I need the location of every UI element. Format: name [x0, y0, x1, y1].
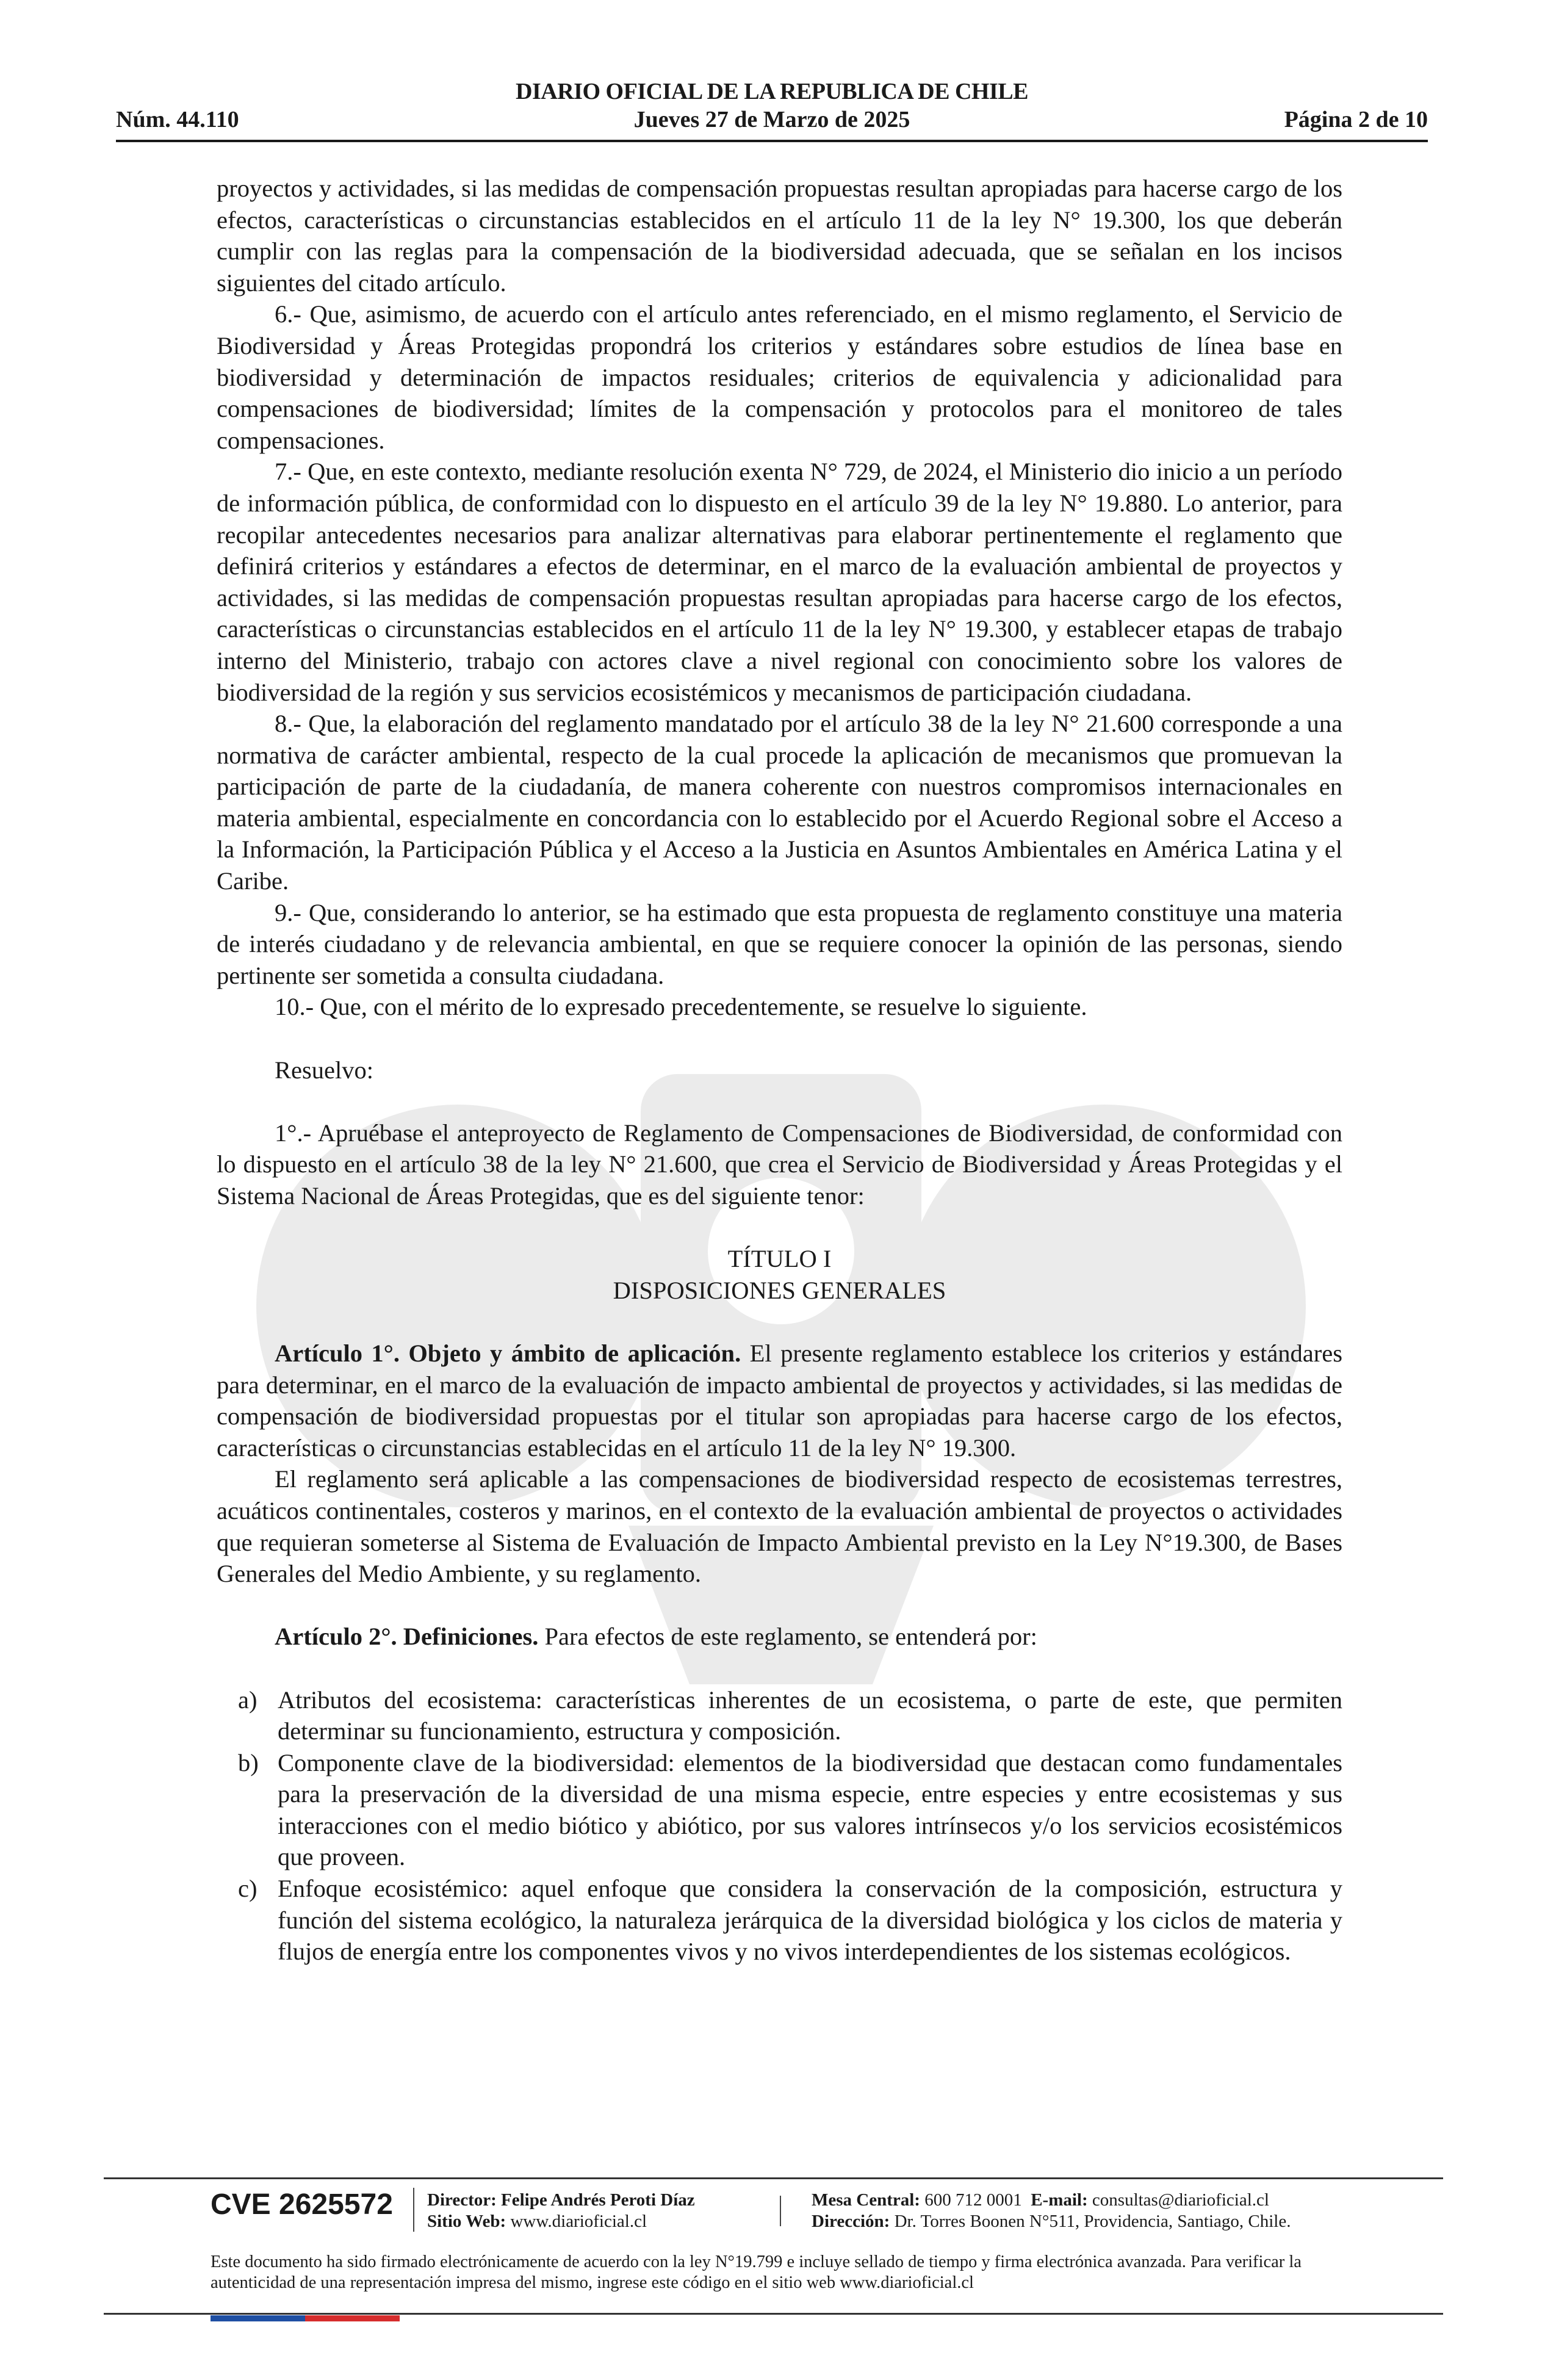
footer-divider [780, 2196, 781, 2226]
document-body [217, 173, 1342, 1967]
list-letter: a) [238, 1686, 258, 1714]
footer-director-block [427, 2190, 695, 2232]
article-2 [217, 1621, 1342, 1653]
website-link[interactable]: www.diarioficial.cl [510, 2212, 647, 2231]
paragraph-8: 8.- Que, la elaboración del reglamento mandatado por el artículo 38 de la ley N° 21.600 corresponde a una normativa de carácter ambiental, respecto de la cual procede la aplicación de mecanismos que promuevan la participación de parte de la ciudadanía, de manera coherente con nuestros compromisos internacionales en materia ambiental, especialmente en concordancia con lo establecido por el Acuerdo Regional sobre el Acceso a la Información, la Participación Pública y el Acceso a la Justicia en Asuntos Ambientales en América Latina y el Caribe. [217, 710, 1342, 895]
title-name: DISPOSICIONES GENERALES [613, 1276, 946, 1304]
article-1-heading: Artículo 1°. Objeto y ámbito de aplicación. [275, 1339, 741, 1367]
email-label: E-mail: [1031, 2190, 1088, 2210]
definitions-list [217, 1684, 1342, 1967]
page-header [116, 73, 1428, 140]
address-label: Dirección: [812, 2212, 890, 2231]
resolution-1: 1°.- Apruébase el anteproyecto de Reglamento de Compensaciones de Biodiversidad, de conformidad con lo dispuesto en el artículo 38 de la ley N° 21.600, que crea el Servicio de Biodiversidad y Áreas Protegidas y el Sistema Nacional de Áreas Protegidas, que es del siguiente tenor: [217, 1119, 1342, 1210]
title-number: TÍTULO I [727, 1245, 832, 1273]
list-item [180, 1684, 1342, 1747]
flag-stripe-red [305, 2315, 400, 2321]
article-1-text: El presente reglamento establece los criterios y estándares para determinar, en el marco de la evaluación de impacto ambiental de proyectos y actividades, si las medidas de compensación de biodiversidad propuestas por el titular son apropiadas para hacerse cargo de los efectos, características o circunstancias establecidas en el artículo 11 de la ley N° 19.300. [217, 1339, 1342, 1462]
resuelvo-heading: Resuelvo: [275, 1056, 373, 1084]
address-value: Dr. Torres Boonen N°511, Providencia, Santiago, Chile. [894, 2212, 1291, 2231]
paragraph-7: 7.- Que, en este contexto, mediante resolución exenta N° 729, de 2024, el Ministerio dio inicio a un período de información pública, de conformidad con lo dispuesto en el artículo 39 de la ley N° 19.880. Lo anterior, para recopilar antecedentes necesarios para analizar alternativas para elaborar pertinentemente el reglamento que definirá criterios y estándares a efectos de determinar, en el marco de la evaluación ambiental de proyectos y actividades, si las medidas de compensación propuestas resultan apropiadas para hacerse cargo de los efectos, características o circunstancias establecidos en el artículo 11 de la ley N° 19.300, y establecer etapas de trabajo interno del Ministerio, trabajo con actores clave a nivel regional con conocimiento sobre los valores de biodiversidad de la región y sus servicios ecosistémicos y mecanismos de participación ciudadana. [217, 458, 1342, 706]
definition-text: Atributos del ecosistema: características inherentes de un ecosistema, o parte de este, que permiten determinar su funcionamiento, estructura y composición. [278, 1686, 1342, 1745]
paragraph-10: 10.- Que, con el mérito de lo expresado precedentemente, se resuelve lo siguiente. [275, 993, 1087, 1021]
header-rule [116, 140, 1428, 142]
cve-code: CVE 2625572 [211, 2188, 393, 2221]
footer-divider [413, 2188, 414, 2232]
director-label: Director: [427, 2190, 497, 2210]
article-2-heading: Artículo 2°. Definiciones. [275, 1623, 539, 1651]
phone-value: 600 712 0001 [924, 2190, 1022, 2210]
phone-label: Mesa Central: [812, 2190, 920, 2210]
page-number: Página 2 de 10 [1284, 107, 1428, 132]
paragraph-continuation: proyectos y actividades, si las medidas de compensación propuestas resultan apropiadas para hacerse cargo de los efectos, características o circunstancias establecidos en el artículo 11 de la ley N° 19.300, los que deberán cumplir con las reglas para la compensación de la biodiversidad adecuada, que se señalan en los incisos siguientes del citado artículo. [217, 175, 1342, 297]
definition-text: Componente clave de la biodiversidad: elementos de la biodiversidad que destacan como fundamentales para la preservación de la diversidad de una misma especie, entre especies y entre ecosistemas y sus interacciones con el medio biótico y abiótico, por sus valores intrínsecos y/o los servicios ecosistémicos que proveen. [278, 1748, 1342, 1871]
publication-title: DIARIO OFICIAL DE LA REPUBLICA DE CHILE [516, 79, 1028, 104]
footer-rule-top [104, 2177, 1443, 2179]
definition-text: Enfoque ecosistémico: aquel enfoque que considera la conservación de la composición, estructura y función del sistema ecológico, la naturaleza jerárquica de la diversidad biológica y los ciclos de materia y flujos de energía entre los componentes vivos y no vivos interdependientes de los sistemas ecológicos. [278, 1875, 1342, 1966]
list-letter: c) [238, 1875, 258, 1903]
paragraph-9: 9.- Que, considerando lo anterior, se ha estimado que esta propuesta de reglamento constituye una materia de interés ciudadano y de relevancia ambiental, en que se requiere conocer la opinión de las personas, siendo pertinente ser sometida a consulta ciudadana. [217, 898, 1342, 989]
paragraph-6: 6.- Que, asimismo, de acuerdo con el artículo antes referenciado, en el mismo reglamento, el Servicio de Biodiversidad y Áreas Protegidas propondrá los criterios y estándares sobre estudios de línea base en biodiversidad y determinación de impactos residuales; criterios de equivalencia y adicionalidad para compensaciones de biodiversidad; límites de la compensación y protocolos para el monitoreo de tales compensaciones. [217, 300, 1342, 454]
flag-stripe-blue [211, 2315, 305, 2321]
list-item [180, 1747, 1342, 1873]
list-letter: b) [238, 1748, 259, 1776]
list-item [180, 1873, 1342, 1967]
footer-rule-bottom [104, 2313, 1443, 2315]
signature-note: Este documento ha sido firmado electrónicamente de acuerdo con la ley N°19.799 e incluye sellado de tiempo y firma electrónica avanzada. Para verificar la autenticidad de una representación impresa del mismo, ingrese este código en el sitio web www.diarioficial.cl [211, 2252, 1302, 2292]
issue-number: Núm. 44.110 [116, 107, 239, 132]
footer-contact-block [812, 2190, 1291, 2232]
issue-date: Jueves 27 de Marzo de 2025 [633, 107, 910, 132]
email-link[interactable]: consultas@diarioficial.cl [1092, 2190, 1269, 2210]
article-2-text: Para efectos de este reglamento, se entenderá por: [538, 1623, 1037, 1651]
website-label: Sitio Web: [427, 2212, 506, 2231]
article-1-paragraph-2: El reglamento será aplicable a las compensaciones de biodiversidad respecto de ecosistemas terrestres, acuáticos continentales, costeros y marinos, en el contexto de la evaluación ambiental de proyectos o actividades que requieran someterse al Sistema de Evaluación de Impacto Ambiental previsto en la Ley N°19.300, de Bases Generales del Medio Ambiente, y su reglamento. [217, 1465, 1342, 1588]
director-name: Felipe Andrés Peroti Díaz [501, 2190, 695, 2210]
article-1 [217, 1338, 1342, 1463]
